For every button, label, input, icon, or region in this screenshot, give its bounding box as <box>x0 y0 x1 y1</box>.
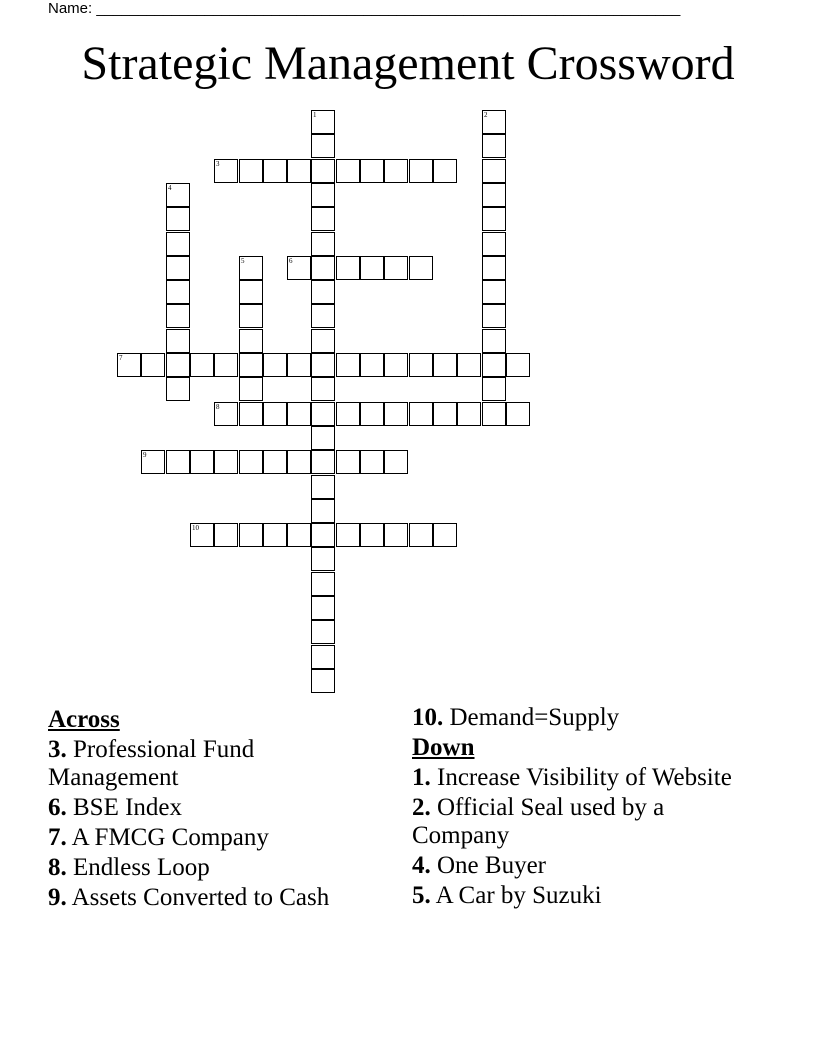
cell-number: 1 <box>313 111 317 119</box>
crossword-cell[interactable] <box>506 353 530 377</box>
crossword-cell[interactable] <box>166 207 190 231</box>
across-clue-8 <box>48 854 348 882</box>
crossword-cell[interactable] <box>214 523 238 547</box>
crossword-cell[interactable] <box>384 256 408 280</box>
crossword-cell[interactable] <box>311 329 335 353</box>
crossword-cell[interactable] <box>384 450 408 474</box>
crossword-cell[interactable] <box>311 304 335 328</box>
crossword-cell[interactable] <box>311 645 335 669</box>
across-heading: Across <box>48 706 120 733</box>
crossword-cell[interactable] <box>117 353 141 377</box>
crossword-cell[interactable] <box>433 402 457 426</box>
crossword-cell[interactable] <box>287 159 311 183</box>
clue-number: 2. <box>412 794 431 821</box>
crossword-cell[interactable] <box>409 256 433 280</box>
down-clue-4 <box>412 852 742 880</box>
crossword-cell[interactable] <box>311 402 335 426</box>
crossword-cell[interactable] <box>239 304 263 328</box>
crossword-cell[interactable] <box>311 183 335 207</box>
crossword-cell[interactable] <box>311 499 335 523</box>
crossword-cell[interactable] <box>457 353 481 377</box>
crossword-cell[interactable] <box>311 572 335 596</box>
cell-number: 9 <box>143 451 147 459</box>
crossword-cell[interactable] <box>482 134 506 158</box>
crossword-cell[interactable] <box>336 256 360 280</box>
clue-text: BSE Index <box>73 794 183 821</box>
crossword-cell[interactable] <box>287 523 311 547</box>
crossword-cell[interactable] <box>311 110 335 134</box>
down-clue-2 <box>412 794 742 850</box>
crossword-cell[interactable] <box>482 353 506 377</box>
crossword-cell[interactable] <box>482 207 506 231</box>
crossword-cell[interactable] <box>457 402 481 426</box>
crossword-cell[interactable] <box>311 353 335 377</box>
crossword-cell[interactable] <box>311 450 335 474</box>
crossword-cell[interactable] <box>384 402 408 426</box>
clue-text: Demand=Supply <box>449 704 620 731</box>
crossword-cell[interactable] <box>482 402 506 426</box>
crossword-cell[interactable] <box>482 110 506 134</box>
crossword-cell[interactable] <box>384 523 408 547</box>
clue-text: Official Seal used by a Company <box>412 794 665 849</box>
crossword-cell[interactable] <box>336 402 360 426</box>
crossword-cell[interactable] <box>311 475 335 499</box>
cell-number: 2 <box>484 111 488 119</box>
crossword-cell[interactable] <box>384 353 408 377</box>
clue-text: Endless Loop <box>73 854 210 881</box>
down-clue-1 <box>412 764 742 792</box>
crossword-cell[interactable] <box>287 353 311 377</box>
crossword-cell[interactable] <box>311 523 335 547</box>
clue-number: 10. <box>412 704 444 731</box>
clue-number: 5. <box>412 882 431 909</box>
crossword-cell[interactable] <box>336 523 360 547</box>
clue-number: 4. <box>412 852 431 879</box>
clue-text: Increase Visibility of Website <box>437 764 732 791</box>
crossword-cell[interactable] <box>166 256 190 280</box>
crossword-cell[interactable] <box>287 256 311 280</box>
crossword-cell[interactable] <box>263 523 287 547</box>
across-clue-6 <box>48 794 348 822</box>
crossword-cell[interactable] <box>239 353 263 377</box>
crossword-cell[interactable] <box>482 256 506 280</box>
crossword-cell[interactable] <box>360 353 384 377</box>
page-title: Strategic Management Crossword <box>81 37 735 90</box>
crossword-cell[interactable] <box>287 402 311 426</box>
crossword-cell[interactable] <box>166 304 190 328</box>
crossword-cell[interactable] <box>360 159 384 183</box>
clue-number: 7. <box>48 824 67 851</box>
crossword-cell[interactable] <box>263 402 287 426</box>
crossword-cell[interactable] <box>263 450 287 474</box>
clue-number: 1. <box>412 764 431 791</box>
crossword-cell[interactable] <box>506 402 530 426</box>
crossword-cell[interactable] <box>360 402 384 426</box>
crossword-cell[interactable] <box>190 353 214 377</box>
crossword-cell[interactable] <box>482 159 506 183</box>
cell-number: 3 <box>216 160 220 168</box>
clue-number: 3. <box>48 736 67 763</box>
crossword-cell[interactable] <box>409 402 433 426</box>
crossword-cell[interactable] <box>166 280 190 304</box>
crossword-cell[interactable] <box>263 159 287 183</box>
down-heading: Down <box>412 734 475 761</box>
crossword-cell[interactable] <box>482 377 506 401</box>
crossword-cell[interactable] <box>214 353 238 377</box>
crossword-cell[interactable] <box>311 134 335 158</box>
crossword-cell[interactable] <box>433 159 457 183</box>
crossword-cell[interactable] <box>311 547 335 571</box>
crossword-cell[interactable] <box>360 523 384 547</box>
crossword-cell[interactable] <box>166 232 190 256</box>
clue-number: 8. <box>48 854 67 881</box>
crossword-cell[interactable] <box>166 450 190 474</box>
crossword-cell[interactable] <box>482 329 506 353</box>
crossword-cell[interactable] <box>336 353 360 377</box>
crossword-cell[interactable] <box>239 377 263 401</box>
cell-number: 7 <box>119 354 123 362</box>
crossword-cell[interactable] <box>239 256 263 280</box>
across-clue-3 <box>48 736 348 792</box>
clues-right-column <box>412 704 742 912</box>
clue-number: 9. <box>48 884 67 911</box>
crossword-cell[interactable] <box>433 523 457 547</box>
clue-text: Professional Fund Management <box>48 736 255 791</box>
cell-number: 4 <box>168 184 172 192</box>
crossword-cell[interactable] <box>482 304 506 328</box>
crossword-cell[interactable] <box>311 280 335 304</box>
clue-text: One Buyer <box>437 852 546 879</box>
crossword-cell[interactable] <box>311 159 335 183</box>
crossword-cell[interactable] <box>141 450 165 474</box>
crossword-cell[interactable] <box>166 329 190 353</box>
crossword-cell[interactable] <box>239 329 263 353</box>
cell-number: 5 <box>241 257 245 265</box>
crossword-cell[interactable] <box>190 450 214 474</box>
crossword-cell[interactable] <box>311 232 335 256</box>
crossword-cell[interactable] <box>141 353 165 377</box>
crossword-cell[interactable] <box>311 426 335 450</box>
cell-number: 6 <box>289 257 293 265</box>
crossword-cell[interactable] <box>482 183 506 207</box>
crossword-cell[interactable] <box>239 450 263 474</box>
clue-text: A Car by Suzuki <box>435 882 602 909</box>
crossword-cell[interactable] <box>482 280 506 304</box>
cell-number: 10 <box>192 524 199 532</box>
crossword-cell[interactable] <box>311 620 335 644</box>
crossword-cell[interactable] <box>166 353 190 377</box>
crossword-cell[interactable] <box>311 669 335 693</box>
crossword-cell[interactable] <box>166 183 190 207</box>
crossword-cell[interactable] <box>360 256 384 280</box>
across-clue-10 <box>412 704 742 732</box>
crossword-cell[interactable] <box>311 207 335 231</box>
clues-left-column <box>48 704 348 914</box>
clue-text: Assets Converted to Cash <box>71 884 330 911</box>
crossword-cell[interactable] <box>239 159 263 183</box>
down-clue-5 <box>412 882 742 910</box>
crossword-cell[interactable] <box>287 450 311 474</box>
crossword-cell[interactable] <box>214 159 238 183</box>
name-field[interactable]: Name: ______________________________________________________________________ <box>48 0 681 17</box>
crossword-cell[interactable] <box>239 280 263 304</box>
crossword-cell[interactable] <box>311 596 335 620</box>
crossword-cell[interactable] <box>239 402 263 426</box>
across-clue-7 <box>48 824 348 852</box>
crossword-cell[interactable] <box>166 377 190 401</box>
crossword-cell[interactable] <box>433 353 457 377</box>
clue-text: A FMCG Company <box>71 824 269 851</box>
crossword-cell[interactable] <box>263 353 287 377</box>
crossword-cell[interactable] <box>409 353 433 377</box>
crossword-cell[interactable] <box>214 450 238 474</box>
crossword-cell[interactable] <box>311 256 335 280</box>
crossword-cell[interactable] <box>336 450 360 474</box>
cell-number: 8 <box>216 403 220 411</box>
crossword-cell[interactable] <box>336 159 360 183</box>
crossword-cell[interactable] <box>311 377 335 401</box>
crossword-cell[interactable] <box>384 159 408 183</box>
crossword-cell[interactable] <box>214 402 238 426</box>
crossword-cell[interactable] <box>239 523 263 547</box>
crossword-cell[interactable] <box>190 523 214 547</box>
crossword-cell[interactable] <box>409 159 433 183</box>
clue-number: 6. <box>48 794 67 821</box>
crossword-cell[interactable] <box>482 232 506 256</box>
crossword-cell[interactable] <box>409 523 433 547</box>
crossword-cell[interactable] <box>360 450 384 474</box>
across-clue-9 <box>48 884 348 912</box>
